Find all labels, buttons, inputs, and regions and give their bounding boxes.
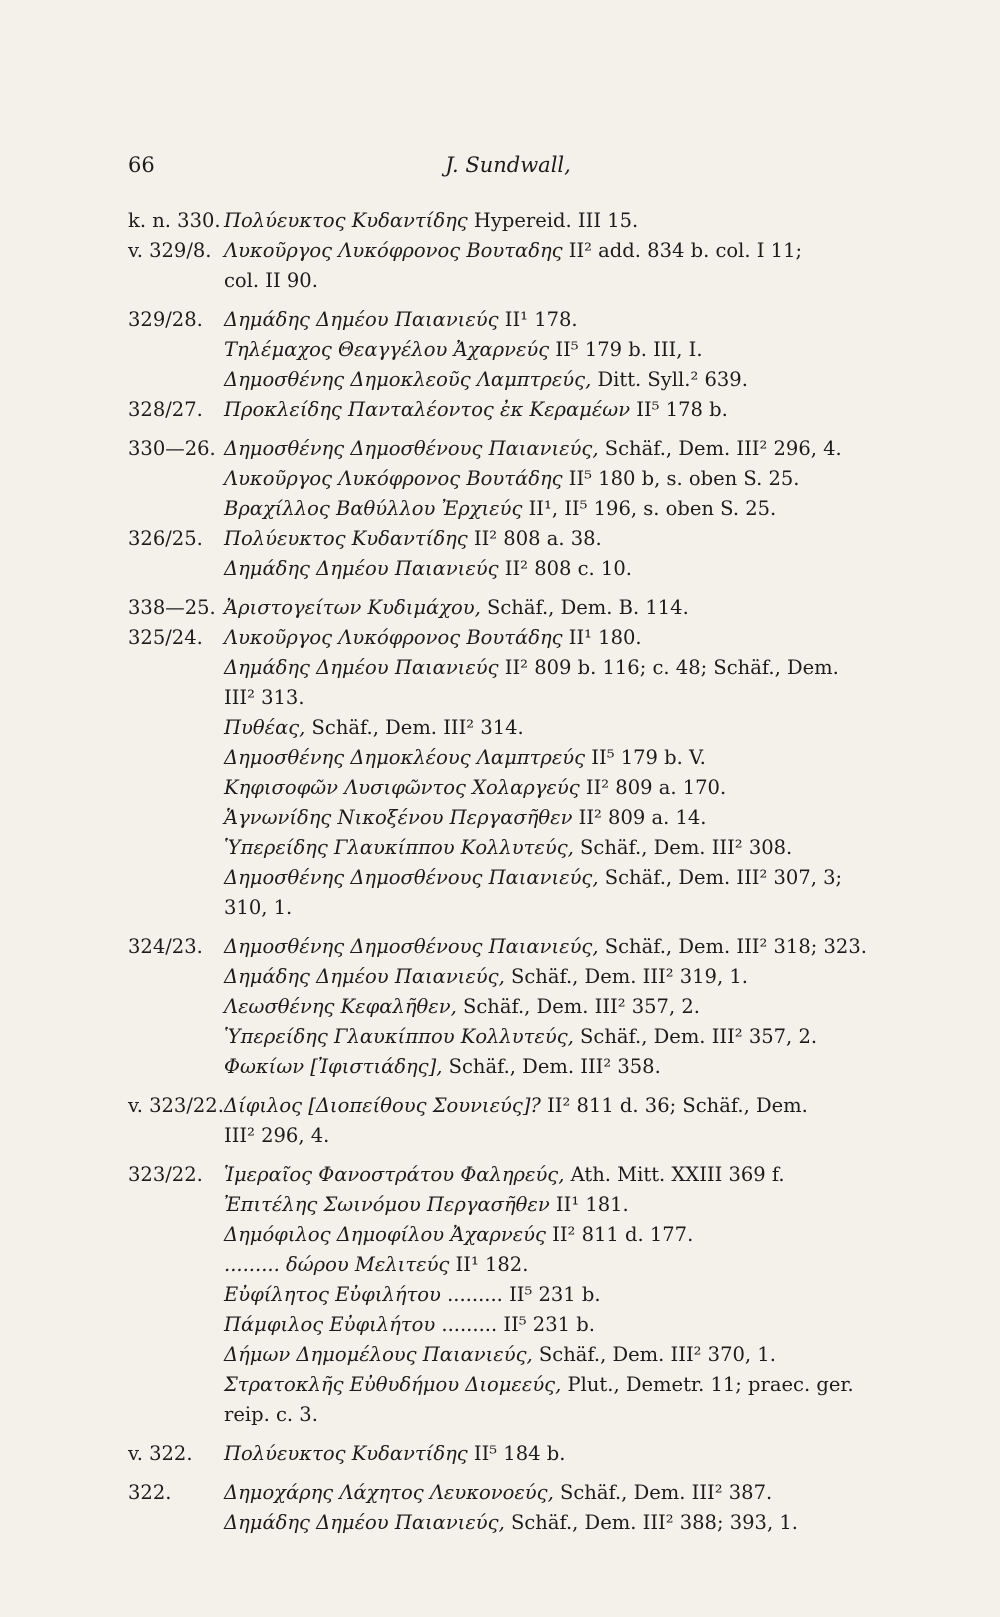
entry-reference: II² 811 d. 177.: [545, 1223, 694, 1246]
entry-reference: Schäf., Dem. III² 296, 4.: [598, 437, 842, 460]
entry-reference: II² 809 b. 116; c. 48; Schäf., Dem.: [498, 656, 839, 679]
entry-text: [224, 1310, 595, 1340]
entry-text: [224, 554, 632, 584]
entry-date: 329/28.: [128, 308, 203, 331]
entry-reference: II⁵ 179 b. V.: [585, 746, 706, 769]
entry-text: [224, 623, 642, 653]
entry-name: Προκλείδης Πανταλέοντος ἐκ Κεραμέων: [224, 398, 631, 421]
entry-row: [0, 653, 1000, 683]
entry-reference: Schäf., Dem. III² 370, 1.: [532, 1343, 776, 1366]
entry-reference: Schäf., Dem. III² 388; 393, 1.: [504, 1511, 798, 1534]
entry-row: [0, 893, 1000, 923]
entry-name: Εὐφίλητος Εὐφιλήτου: [224, 1283, 441, 1306]
entry-reference: Schäf., Dem. III² 319, 1.: [504, 965, 748, 988]
entry-name: Ἁγνωνίδης Νικοξένου Περγασῆθεν: [224, 806, 573, 829]
entry-text: [224, 1250, 528, 1280]
entry-name: Πολύευκτος Κυδαντίδης: [224, 1442, 468, 1465]
entry-text: [224, 962, 748, 992]
entry-row: [0, 1190, 1000, 1220]
entry-reference: II⁵ 184 b.: [467, 1442, 566, 1465]
entry-text: [224, 932, 867, 962]
entry-text: [224, 1340, 776, 1370]
entry-reference: Schäf., Dem. III² 307, 3;: [598, 866, 843, 889]
entry-reference: Schäf., Dem. III² 308.: [573, 836, 793, 859]
entry-text: [224, 395, 728, 425]
entry-text: [224, 1439, 565, 1469]
entry-text: [224, 893, 292, 923]
entry-text: [224, 713, 524, 743]
entry-reference: ......... II⁵ 231 b.: [435, 1313, 595, 1336]
entry-date: 326/25.: [128, 527, 203, 550]
entry-row: [0, 1250, 1000, 1280]
entry-reference: Schäf., Dem. B. 114.: [480, 596, 689, 619]
entry-text: [224, 683, 305, 713]
entry-reference: Schäf., Dem. III² 314.: [305, 716, 524, 739]
entry-name: Κηφισοφῶν Λυσιφῶντος Χολαργεύς: [224, 776, 580, 799]
entry-row: [0, 1091, 1000, 1121]
entry-text: [224, 1160, 785, 1190]
entry-text: [224, 1508, 798, 1538]
entry-text: [224, 803, 707, 833]
entry-reference: 310, 1.: [224, 896, 293, 919]
entry-reference: II² 808 a. 38.: [467, 527, 602, 550]
entry-reference: ......... II⁵ 231 b.: [440, 1283, 601, 1306]
entry-row: [0, 236, 1000, 266]
entry-row: [0, 1052, 1000, 1082]
entry-reference: Ath. Mitt. XXIII 369 f.: [564, 1163, 785, 1186]
entry-row: [0, 1022, 1000, 1052]
entry-row: [0, 1160, 1000, 1190]
entry-name: Λεωσθένης Κεφαλῆθεν,: [224, 995, 457, 1018]
entry-row: [0, 266, 1000, 296]
entry-name: Δημάδης Δημέου Παιανιεύς,: [224, 1511, 505, 1534]
entry-reference: Schäf., Dem. III² 387.: [553, 1481, 773, 1504]
entry-row: [0, 773, 1000, 803]
entry-reference: II¹, II⁵ 196, s. oben S. 25.: [522, 497, 777, 520]
entry-reference: Hypereid. III 15.: [467, 209, 639, 232]
entry-reference: II¹ 178.: [498, 308, 578, 331]
entry-reference: II¹ 182.: [449, 1253, 529, 1276]
entry-row: [0, 494, 1000, 524]
entry-reference: Schäf., Dem. III² 357, 2.: [573, 1025, 818, 1048]
entry-date: 323/22.: [128, 1163, 203, 1186]
entry-row: [0, 863, 1000, 893]
entry-text: [224, 1121, 329, 1151]
entry-text: [224, 365, 748, 395]
entry-row: [0, 833, 1000, 863]
entry-reference: II² 811 d. 36; Schäf., Dem.: [540, 1094, 808, 1117]
entry-text: [224, 1400, 318, 1430]
entry-row: [0, 335, 1000, 365]
entry-text: [224, 833, 792, 863]
entry-name: Πυθέας,: [224, 716, 306, 739]
entry-text: [224, 1220, 693, 1250]
entry-date: 322.: [128, 1481, 172, 1504]
entry-row: [0, 1439, 1000, 1469]
entry-date: v. 329/8.: [128, 239, 212, 262]
entry-date: v. 322.: [128, 1442, 193, 1465]
entry-name: Δημοχάρης Λάχητος Λευκονοεύς,: [224, 1481, 554, 1504]
entry-date: k. n. 330.: [128, 209, 221, 232]
entry-text: [224, 773, 726, 803]
entry-row: [0, 962, 1000, 992]
entry-row: [0, 1121, 1000, 1151]
entry-text: [224, 992, 700, 1022]
entry-reference: III² 313.: [224, 686, 305, 709]
entry-row: [0, 713, 1000, 743]
entry-row: [0, 593, 1000, 623]
entry-text: [224, 743, 706, 773]
entry-name: Πολύευκτος Κυδαντίδης: [224, 527, 468, 550]
entry-row: [0, 743, 1000, 773]
entry-row: [0, 1400, 1000, 1430]
entry-date: v. 323/22.: [128, 1094, 224, 1117]
entry-reference: II⁵ 178 b.: [630, 398, 728, 421]
entry-row: [0, 1310, 1000, 1340]
entry-reference: II⁵ 180 b, s. oben S. 25.: [562, 467, 800, 490]
entry-date: 330—26.: [128, 437, 216, 460]
entry-row: [0, 803, 1000, 833]
entry-text: [224, 305, 578, 335]
entry-name: Ἀριστογείτων Κυδιμάχου,: [224, 596, 481, 619]
entry-text: [224, 593, 689, 623]
entry-reference: II² 809 a. 170.: [579, 776, 727, 799]
entry-name: Ἐπιτέλης Σωινόμου Περγασῆθεν: [224, 1193, 550, 1216]
entry-reference: reip. c. 3.: [224, 1403, 318, 1426]
entry-row: [0, 395, 1000, 425]
entry-text: [224, 464, 799, 494]
entry-row: [0, 464, 1000, 494]
entry-text: [224, 863, 842, 893]
entry-reference: col. II 90.: [224, 269, 318, 292]
entry-row: [0, 365, 1000, 395]
entry-name: Βραχίλλος Βαθύλλου Ἐρχιεύς: [224, 497, 523, 520]
entry-name: Πολύευκτος Κυδαντίδης: [224, 209, 468, 232]
entry-name: Στρατοκλῆς Εὐθυδήμου Διομεεύς,: [224, 1373, 562, 1396]
entry-text: [224, 524, 602, 554]
page-header: [128, 153, 888, 189]
entry-reference: Ditt. Syll.² 639.: [591, 368, 748, 391]
entry-name: Πάμφιλος Εὐφιλήτου: [224, 1313, 436, 1336]
entry-name: Δημάδης Δημέου Παιανιεύς: [224, 656, 499, 679]
entry-reference: II⁵ 179 b. III, I.: [549, 338, 703, 361]
entry-reference: Schäf., Dem. III² 358.: [442, 1055, 661, 1078]
entry-name: Δημάδης Δημέου Παιανιεύς: [224, 308, 499, 331]
entry-row: [0, 1478, 1000, 1508]
entry-name: Λυκοῦργος Λυκόφρονος Βουτάδης: [224, 467, 563, 490]
entry-row: [0, 524, 1000, 554]
entry-name: Ὑπερείδης Γλαυκίππου Κολλυτεύς,: [224, 1025, 574, 1048]
entry-text: [224, 434, 842, 464]
entry-name: Ἱμεραῖος Φανοστράτου Φαληρεύς,: [224, 1163, 565, 1186]
entry-text: [224, 1091, 808, 1121]
entry-name: Δημοσθένης Δημοκλεοῦς Λαμπτρεύς,: [224, 368, 592, 391]
entry-date: 324/23.: [128, 935, 203, 958]
entry-reference: Schäf., Dem. III² 318; 323.: [598, 935, 867, 958]
entry-name: Δημοσθένης Δημοκλέους Λαμπτρεύς: [224, 746, 586, 769]
entry-reference: II¹ 180.: [562, 626, 642, 649]
entry-name: Τηλέμαχος Θεαγγέλου Ἀχαρνεύς: [224, 338, 550, 361]
entry-row: [0, 992, 1000, 1022]
entry-reference: Schäf., Dem. III² 357, 2.: [456, 995, 700, 1018]
entry-name: Δίφιλος [Διοπείθους Σουνιεύς]?: [224, 1094, 541, 1117]
entry-text: [224, 335, 703, 365]
entry-text: [224, 1478, 772, 1508]
entry-reference: II² 809 a. 14.: [572, 806, 707, 829]
entry-row: [0, 1508, 1000, 1538]
entry-row: [0, 554, 1000, 584]
entry-name: Δημοσθένης Δημοσθένους Παιανιεύς,: [224, 866, 599, 889]
entry-text: [224, 1370, 854, 1400]
entry-reference: III² 296, 4.: [224, 1124, 330, 1147]
entry-row: [0, 1370, 1000, 1400]
entry-row: [0, 683, 1000, 713]
entry-name: Δημόφιλος Δημοφίλου Ἀχαρνεύς: [224, 1223, 546, 1246]
entry-name: Δημοσθένης Δημοσθένους Παιανιεύς,: [224, 437, 599, 460]
entry-name: ......... δώρου Μελιτεύς: [224, 1253, 450, 1276]
entry-reference: II² add. 834 b. col. I 11;: [562, 239, 803, 262]
entry-row: [0, 305, 1000, 335]
entry-text: [224, 236, 802, 266]
entry-text: [224, 206, 638, 236]
entry-text: [224, 1280, 601, 1310]
entry-name: Δημάδης Δημέου Παιανιεύς,: [224, 965, 505, 988]
entry-name: Δημάδης Δημέου Παιανιεύς: [224, 557, 499, 580]
entry-reference: II¹ 181.: [549, 1193, 629, 1216]
entry-name: Λυκοῦργος Λυκόφρονος Βουτάδης: [224, 626, 563, 649]
running-head-author: J. Sundwall,: [445, 153, 571, 177]
entry-row: [0, 1280, 1000, 1310]
entry-text: [224, 653, 839, 683]
page-number: 66: [128, 153, 155, 177]
entry-name: Λυκοῦργος Λυκόφρονος Βουταδης: [224, 239, 563, 262]
entry-row: [0, 1340, 1000, 1370]
entry-text: [224, 494, 776, 524]
entry-row: [0, 932, 1000, 962]
entry-reference: Plut., Demetr. 11; praec. ger.: [561, 1373, 854, 1396]
entry-name: Ὑπερείδης Γλαυκίππου Κολλυτεύς,: [224, 836, 574, 859]
entry-date: 325/24.: [128, 626, 203, 649]
prosopography-list: [0, 206, 1000, 1538]
entry-row: [0, 434, 1000, 464]
entry-reference: II² 808 c. 10.: [498, 557, 632, 580]
entry-name: Δημοσθένης Δημοσθένους Παιανιεύς,: [224, 935, 599, 958]
entry-text: [224, 1022, 817, 1052]
entry-name: Φωκίων [Ἰφιστιάδης],: [224, 1055, 443, 1078]
entry-row: [0, 206, 1000, 236]
entry-text: [224, 1190, 629, 1220]
entry-name: Δήμων Δημομέλους Παιανιεύς,: [224, 1343, 533, 1366]
entry-text: [224, 1052, 661, 1082]
entry-date: 338—25.: [128, 596, 216, 619]
entry-row: [0, 623, 1000, 653]
entry-text: [224, 266, 318, 296]
entry-date: 328/27.: [128, 398, 203, 421]
entry-row: [0, 1220, 1000, 1250]
